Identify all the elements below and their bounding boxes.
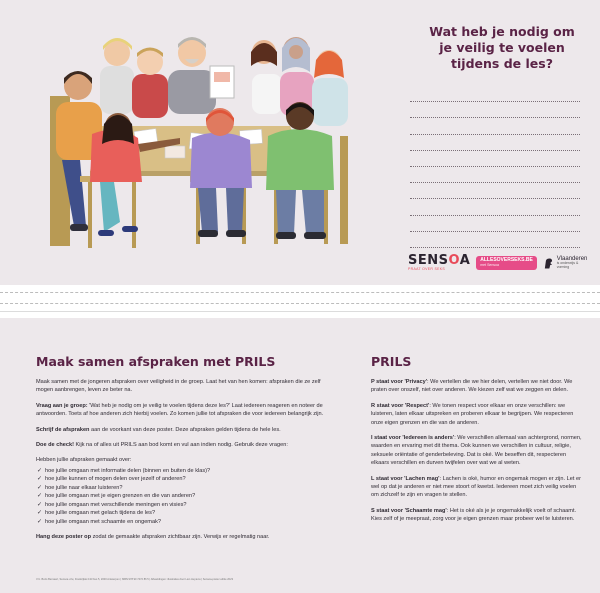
checklist-item: ✓ hoe jullie naar elkaar luisteren? xyxy=(37,484,123,491)
checklist-item: ✓ hoe jullie omgaan met verschillende meningen en visies? xyxy=(37,501,187,508)
checklist-item: ✓ hoe jullie omgaan met je eigen grenzen en die van anderen? xyxy=(37,493,196,500)
intro-paragraph: Maak samen met de jongeren afspraken over veiligheid in de groep. Laat het van hen komen: afspraken die ze zelf mogen aanbrengen, leven ze beter na. xyxy=(36,379,321,394)
prils-item: P staat voor 'Privacy': We vertellen die we hier delen, vertellen we niet door. We praten over onszelf, niet over anderen. We kiezen zelf wat we zeggen en delen. xyxy=(371,379,573,394)
checklist-item: ✓ hoe jullie omgaan met schaamte en ongemak? xyxy=(37,518,161,525)
prils-list xyxy=(371,378,583,524)
answer-line[interactable] xyxy=(410,135,580,151)
check-paragraph: Doe de check! Kijk na of alles uit PRILS aan bod komt en vul aan indien nodig. Gebruik deze vragen: xyxy=(36,442,288,449)
checkmark-icon: ✓ xyxy=(37,467,43,474)
instructions-title: Maak samen afspraken met PRILS xyxy=(36,354,276,369)
poster-question xyxy=(418,24,586,72)
vraag-paragraph: Vraag aan je groep: 'Wat heb je nodig om je veilig te voelen tijdens deze les?' Laat iedereen reageren en noteer de antwoorden. Toets af hoe anderen zich hierbij voelen. Zo komen jullie tot afspraken die voor iedereen belangrijk zijn. xyxy=(36,402,324,418)
schrijf-paragraph: Schrijf de afspraken aan de voorkant van deze poster. Deze afspraken gelden tijdens de hele les. xyxy=(36,426,281,433)
prils-item: R staat voor 'Respect': We tonen respect voor elkaar en onze verschillen: we luisteren, laten elkaar uitspreken en proberen elkaar te begrijpen. We respecteren onze eigen grenzen en die van de anderen. xyxy=(371,402,574,426)
poster-front xyxy=(0,0,600,285)
answer-line[interactable] xyxy=(410,232,580,248)
answer-lines[interactable] xyxy=(410,86,580,248)
checkmark-icon: ✓ xyxy=(37,476,43,483)
checkmark-icon: ✓ xyxy=(37,510,43,517)
group-discussion-illustration xyxy=(40,26,370,261)
allesoverseks-logo: ALLESOVERSEKS.BE met Sensoa xyxy=(476,256,537,269)
answer-line[interactable] xyxy=(410,183,580,199)
prils-item: S staat voor 'Schaamte mag': Het is oké als je je ongemakkelijk voelt of schaamt. Kies zelf of je meepraat, zorg voor je eigen grenzen maar probeer wel te luisteren. xyxy=(371,507,577,523)
question-line-2: je veilig te voelen xyxy=(439,40,565,55)
instructions-column xyxy=(36,354,336,549)
logo-bar xyxy=(408,252,588,274)
answer-line[interactable] xyxy=(410,86,580,102)
question-line-3: tijdens de les? xyxy=(451,56,553,71)
checklist-item: ✓ hoe jullie kunnen of mogen delen over jezelf of anderen? xyxy=(37,476,186,483)
flemish-lion-icon xyxy=(543,256,554,270)
answer-line[interactable] xyxy=(410,199,580,215)
checkmark-icon: ✓ xyxy=(37,501,43,508)
checkmark-icon: ✓ xyxy=(37,518,43,525)
checkmark-icon: ✓ xyxy=(37,484,43,491)
sensoa-logo: SENSOA PRAAT OVER SEKS xyxy=(408,253,471,272)
checklist-item: ✓ hoe jullie omgaan met gelach tijdens de les? xyxy=(37,510,156,517)
prils-item: I staat voor 'Iedereen is anders': We verschillen allemaal van achtergrond, normen, waarden en ervaring met dit thema. Ook kunnen we verschillen in cultuur, religie, seksuele oriëntatie of genderbeleving. Dat is oké. We beseffen dit, respecteren elkaars verschillen en durven twijfelen over wat we al weten. xyxy=(371,435,582,467)
checkmark-icon: ✓ xyxy=(37,493,43,500)
answer-line[interactable] xyxy=(410,118,580,134)
question-line-1: Wat heb je nodig om xyxy=(429,24,575,39)
prils-title: PRILS xyxy=(371,354,412,369)
vlaanderen-logo: Vlaanderen is onderwijs & vorming xyxy=(543,256,589,270)
crop-mark xyxy=(0,292,600,293)
answer-line[interactable] xyxy=(410,151,580,167)
poster-back xyxy=(0,318,600,593)
prils-column xyxy=(371,354,583,531)
checklist-intro: Hebben jullie afspraken gemaakt over: xyxy=(36,457,132,464)
footnote: V.U. Boris Bernaert, Sensoa vzw, Frankrijklei 133 bus 5, 2000 Antwerpen | ISBN 978 90 7472 86 5 | Afbeeldingen: illustraties door Lien Heytens | Sensoa-poster editie 2023 xyxy=(36,578,234,581)
answer-line[interactable] xyxy=(410,167,580,183)
hang-paragraph: Hang deze poster op zodat de gemaakte afspraken zichtbaar zijn. Verwijs er regelmatig naar. xyxy=(36,534,270,541)
crop-mark xyxy=(0,303,600,304)
answer-line[interactable] xyxy=(410,216,580,232)
prils-item: L staat voor 'Lachen mag': Lachen is oké, humor en ongemak mogen er zijn. Let er wel op dat je anderen er niet mee stoort of kwetst. Iedereen moet zich veilig voelen om zichzelf te zijn en vragen te stellen. xyxy=(371,475,581,499)
divider xyxy=(0,311,600,312)
checklist xyxy=(36,467,336,527)
checklist-item: ✓ hoe jullie omgaan met informatie delen (binnen en buiten de klas)? xyxy=(37,467,211,474)
answer-line[interactable] xyxy=(410,102,580,118)
